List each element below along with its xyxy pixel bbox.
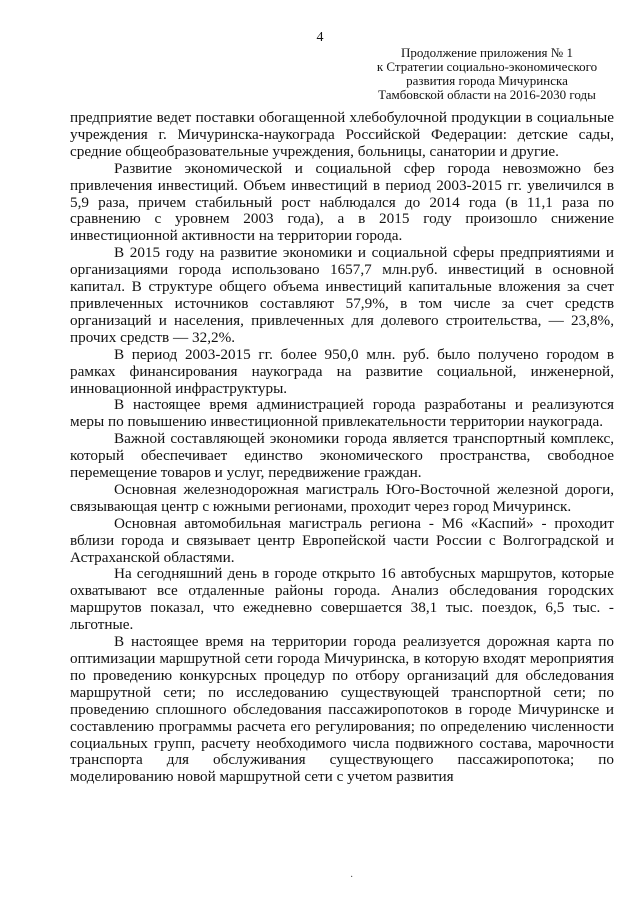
paragraph: На сегодняшний день в городе открыто 16 автобусных маршрутов, которые охватывают все отдаленные районы города. Анализ обследования городских маршрутов показал, что ежедневно совершается 38,1 тыс. поездок, 6,5 тыс. - льготные. [70, 565, 614, 634]
paragraph: предприятие ведет поставки обогащенной хлебобулочной продукции в социальные учреждения г. Мичуринска-наукограда Российской Федерации: детские сады, средние общеобразовательные учреждения, больницы, санатории и другие. [70, 109, 614, 160]
appendix-header-line: Тамбовской области на 2016-2030 годы [378, 87, 596, 102]
paragraph: Основная железнодорожная магистраль Юго-Восточной железной дороги, связывающая центр с южными регионами, проходит через город Мичуринск. [70, 480, 614, 515]
appendix-header-line: развития города Мичуринска [406, 73, 568, 88]
appendix-header-line: к Стратегии социально-экономического [376, 59, 598, 74]
appendix-header-line: Продолжение приложения № 1 [401, 45, 573, 60]
scan-mark: · [350, 872, 354, 883]
page-number: 4 [316, 30, 324, 45]
document-body [70, 110, 614, 786]
paragraph: Основная автомобильная магистраль региона - М6 «Каспий» - проходит вблизи города и связывает центр Европейской части России с Волгоградской и Астраханской областями. [70, 514, 614, 566]
paragraph: Важной составляющей экономики города является транспортный комплекс, который обеспечивает единство экономического пространства, свободное перемещение товаров и услуг, передвижение граждан. [70, 430, 614, 482]
paragraph: В период 2003-2015 гг. более 950,0 млн. руб. было получено городом в рамках финансирования наукограда на развитие социальной, инженерной, инновационной инфраструктуры. [70, 345, 614, 397]
paragraph: В настоящее время на территории города реализуется дорожная карта по оптимизации маршрутной сети города Мичуринска, в которую входят мероприятия по проведению конкурсных процедур по отбору организаций для обследования маршрутной сети; по исследованию существующей транспортной сети; по проведению сплошного обследования пассажиропотоков в городе Мичуринске и составлению программы расчета его регулирования; по определению численности социальных групп, расчету необходимого числа подвижного состава, марочности транспорта для обслуживания существующего пассажиропотока; по моделированию новой маршрутной сети с учетом развития [70, 633, 614, 786]
paragraph: В 2015 году на развитие экономики и социальной сферы предприятиями и организациями города использовано 1657,7 млн.руб. инвестиций в основной капитал. В структуре общего объема инвестиций капитальные вложения за счет привлеченных источников составляют 57,9%, в том числе за счет средств организаций и населения, привлеченных для долевого строительства, — 23,8%, прочих средств — 32,2%. [70, 244, 614, 346]
paragraph: В настоящее время администрацией города разработаны и реализуются меры по повышению инвестиционной привлекательности территории наукограда. [70, 396, 614, 431]
appendix-header [362, 46, 612, 102]
paragraph: Развитие экономической и социальной сфер города невозможно без привлечения инвестиций. Объем инвестиций в период 2003-2015 гг. увеличился в 5,9 раза, причем стабильный рост наблюдался до 2014 года (в 11,1 раза по сравнению с уровнем 2003 года), а в 2015 году произошло снижение инвестиционной активности на территории города. [70, 159, 614, 245]
